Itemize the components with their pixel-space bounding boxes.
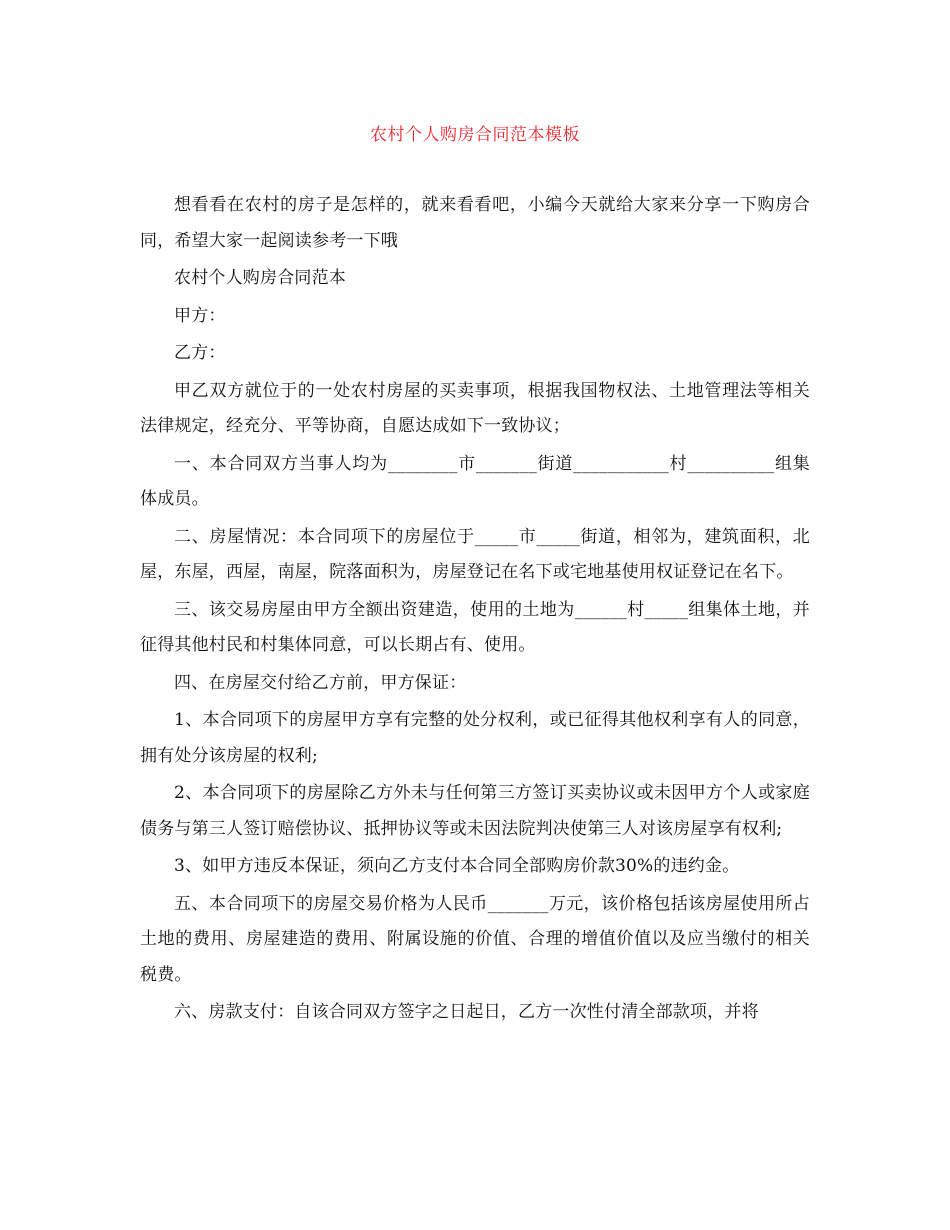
paragraph-clause-6: 六、房款支付：自该合同双方签字之日起日，乙方一次性付清全部款项，并将 (174, 1002, 759, 1022)
paragraph-clause-5: 五、本合同项下的房屋交易价格为人民币_______万元，该价格包括该房屋使用所占土地的费用、房屋建造的费用、附属设施的价值、合理的增值价值以及应当缴付的相关税费。 (140, 893, 810, 985)
paragraph-party-b: 乙方： (174, 343, 226, 363)
document-title: 农村个人购房合同范本模板 (370, 125, 580, 145)
paragraph-subtitle: 农村个人购房合同范本 (174, 268, 346, 288)
paragraph-clause-4: 四、在房屋交付给乙方前，甲方保证： (174, 672, 467, 693)
paragraph-clause-4-2: 2、本合同项下的房屋除乙方外未与任何第三方签订买卖协议或未因甲方个人或家庭债务与第三人签订赔偿协议、抵押协议等或未因法院判决使第三人对该房屋享有权利; (140, 783, 810, 839)
paragraph-clause-1: 一、本合同双方当事人均为________市_______街道___________村__________组集体成员。 (140, 453, 810, 509)
paragraph-intro: 想看看在农村的房子是怎样的，就来看看吧，小编今天就给大家来分享一下购房合同，希望大家一起阅读参考一下哦 (140, 195, 810, 251)
document-body (140, 188, 810, 1033)
paragraph-party-a: 甲方： (174, 305, 226, 326)
paragraph-clause-3: 三、该交易房屋由甲方全额出资建造，使用的土地为______村_____组集体土地，并征得其他村民和村集体同意，可以长期占有、使用。 (140, 599, 810, 655)
paragraph-preamble: 甲乙双方就位于的一处农村房屋的买卖事项，根据我国物权法、土地管理法等相关法律规定，经充分、平等协商，自愿达成如下一致协议； (140, 380, 810, 436)
paragraph-clause-4-3: 3、如甲方违反本保证，须向乙方支付本合同全部购房价款30%的违约金。 (174, 856, 740, 876)
paragraph-clause-4-1: 1、本合同项下的房屋甲方享有完整的处分权利，或已征得其他权利享有人的同意，拥有处分该房屋的权利; (140, 710, 810, 766)
paragraph-clause-2: 二、房屋情况：本合同项下的房屋位于_____市_____街道，相邻为，建筑面积，北屋，东屋，西屋，南屋，院落面积为，房屋登记在名下或宅地基使用权证登记在名下。 (140, 526, 810, 582)
